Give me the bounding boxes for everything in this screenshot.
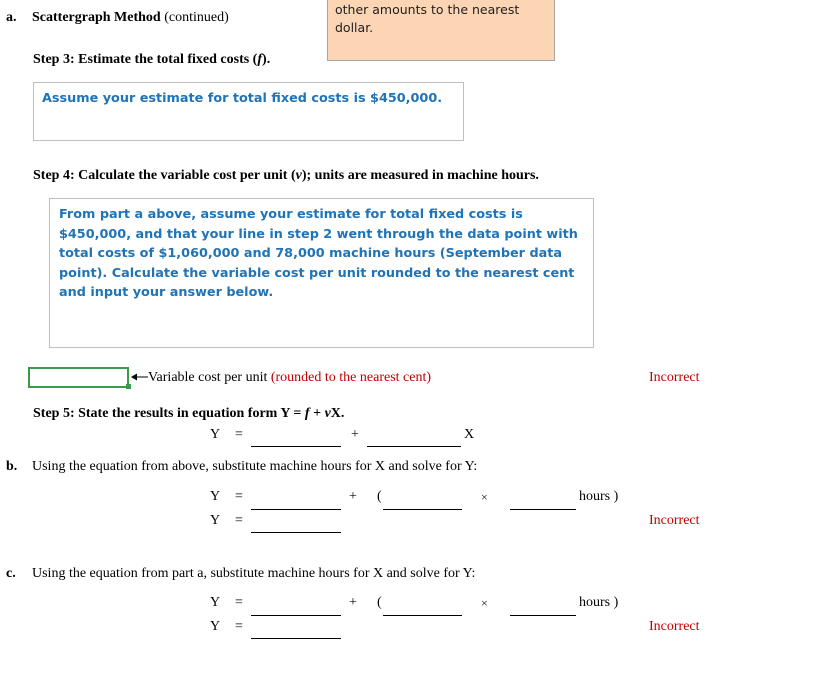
- part-c-variable-cost-input[interactable]: [383, 615, 462, 616]
- step5-fixed-cost-input[interactable]: [251, 446, 341, 447]
- part-a-title: [32, 10, 229, 26]
- part-b-status: Incorrect: [649, 513, 700, 528]
- step4-heading: [33, 168, 539, 184]
- variable-cost-status: Incorrect: [649, 370, 700, 385]
- part-c-plus: +: [349, 595, 357, 610]
- part-b-equals2: =: [235, 513, 243, 528]
- part-c-open-paren: (: [377, 595, 382, 610]
- part-b-equals1: =: [235, 489, 243, 504]
- step3-symbol: f: [257, 52, 263, 67]
- part-b-total-cost-input[interactable]: [251, 532, 341, 533]
- part-c-y1: Y: [210, 595, 221, 610]
- part-c-letter: c.: [6, 566, 16, 581]
- part-c-hours-label: hours ): [579, 595, 619, 610]
- step5-variable-cost-input[interactable]: [367, 446, 461, 447]
- variable-cost-input[interactable]: [28, 367, 129, 388]
- part-b-times: ×: [481, 490, 488, 504]
- variable-cost-label: [148, 370, 431, 386]
- variable-cost-hint: (rounded to the nearest cent): [270, 370, 432, 385]
- step3-heading: [33, 52, 270, 68]
- step3-label-end: ).: [262, 52, 271, 67]
- part-a-title-bold: Scattergraph Method: [32, 10, 161, 25]
- step4-box-text: From part a above, assume your estimate for total fixed costs is $450,000, and that your line in step 2 went through the data point with total costs of $1,060,000 and 78,000 machine hours (September data point). Calculate the variable cost per unit rounded to the nearest cent and input your answer below.: [59, 207, 578, 301]
- step5-label: Step 5: State the results in equation form Y =: [33, 406, 305, 421]
- part-b-letter: b.: [6, 459, 18, 474]
- variable-cost-label-text: Variable cost per unit: [148, 370, 268, 385]
- part-c-instruction: Using the equation from part a, substitute machine hours for X and solve for Y:: [32, 566, 476, 581]
- part-a-letter: a.: [6, 10, 17, 25]
- part-c-equals2: =: [235, 619, 243, 634]
- step4-instruction-box: [49, 198, 594, 348]
- step4-label: Step 4: Calculate the variable cost per unit (: [33, 168, 296, 183]
- arrow-left-icon: [131, 372, 149, 382]
- part-b-fixed-cost-input[interactable]: [251, 509, 341, 510]
- step5-plus: +: [309, 406, 325, 421]
- step5-eq-x: X: [464, 427, 475, 442]
- part-c-fixed-cost-input[interactable]: [251, 615, 341, 616]
- part-b-y1: Y: [210, 489, 221, 504]
- part-b-hours-label: hours ): [579, 489, 619, 504]
- part-b-instruction: Using the equation from above, substitute machine hours for X and solve for Y:: [32, 459, 478, 474]
- step5-eq-plus: +: [351, 427, 359, 442]
- part-c-hours-input[interactable]: [510, 615, 576, 616]
- part-a-title-rest: (continued): [164, 10, 229, 25]
- instruction-note: [327, 0, 555, 61]
- part-b-variable-cost-input[interactable]: [383, 509, 462, 510]
- part-c-y2: Y: [210, 619, 221, 634]
- part-b-y2: Y: [210, 513, 221, 528]
- step5-v: v: [324, 406, 331, 421]
- step5-equals: =: [235, 427, 243, 442]
- part-b-open-paren: (: [377, 489, 382, 504]
- part-c-status: Incorrect: [649, 619, 700, 634]
- part-b-plus: +: [349, 489, 357, 504]
- step4-symbol: v: [295, 168, 302, 183]
- step3-label: Step 3: Estimate the total fixed costs (: [33, 52, 258, 67]
- part-c-equals1: =: [235, 595, 243, 610]
- part-c-total-cost-input[interactable]: [251, 638, 341, 639]
- step3-box-text: Assume your estimate for total fixed costs is $450,000.: [42, 91, 443, 106]
- step5-heading: [33, 406, 344, 422]
- step5-x: X.: [330, 406, 345, 421]
- note-text: other amounts to the nearest dollar.: [335, 2, 520, 35]
- step4-label-end: ); units are measured in machine hours.: [301, 168, 539, 183]
- step5-y: Y: [210, 427, 221, 442]
- part-b-hours-input[interactable]: [510, 509, 576, 510]
- step5-f: f: [304, 406, 310, 421]
- step3-instruction-box: [33, 82, 464, 141]
- cell-fill-handle[interactable]: [126, 384, 131, 389]
- part-c-times: ×: [481, 596, 488, 610]
